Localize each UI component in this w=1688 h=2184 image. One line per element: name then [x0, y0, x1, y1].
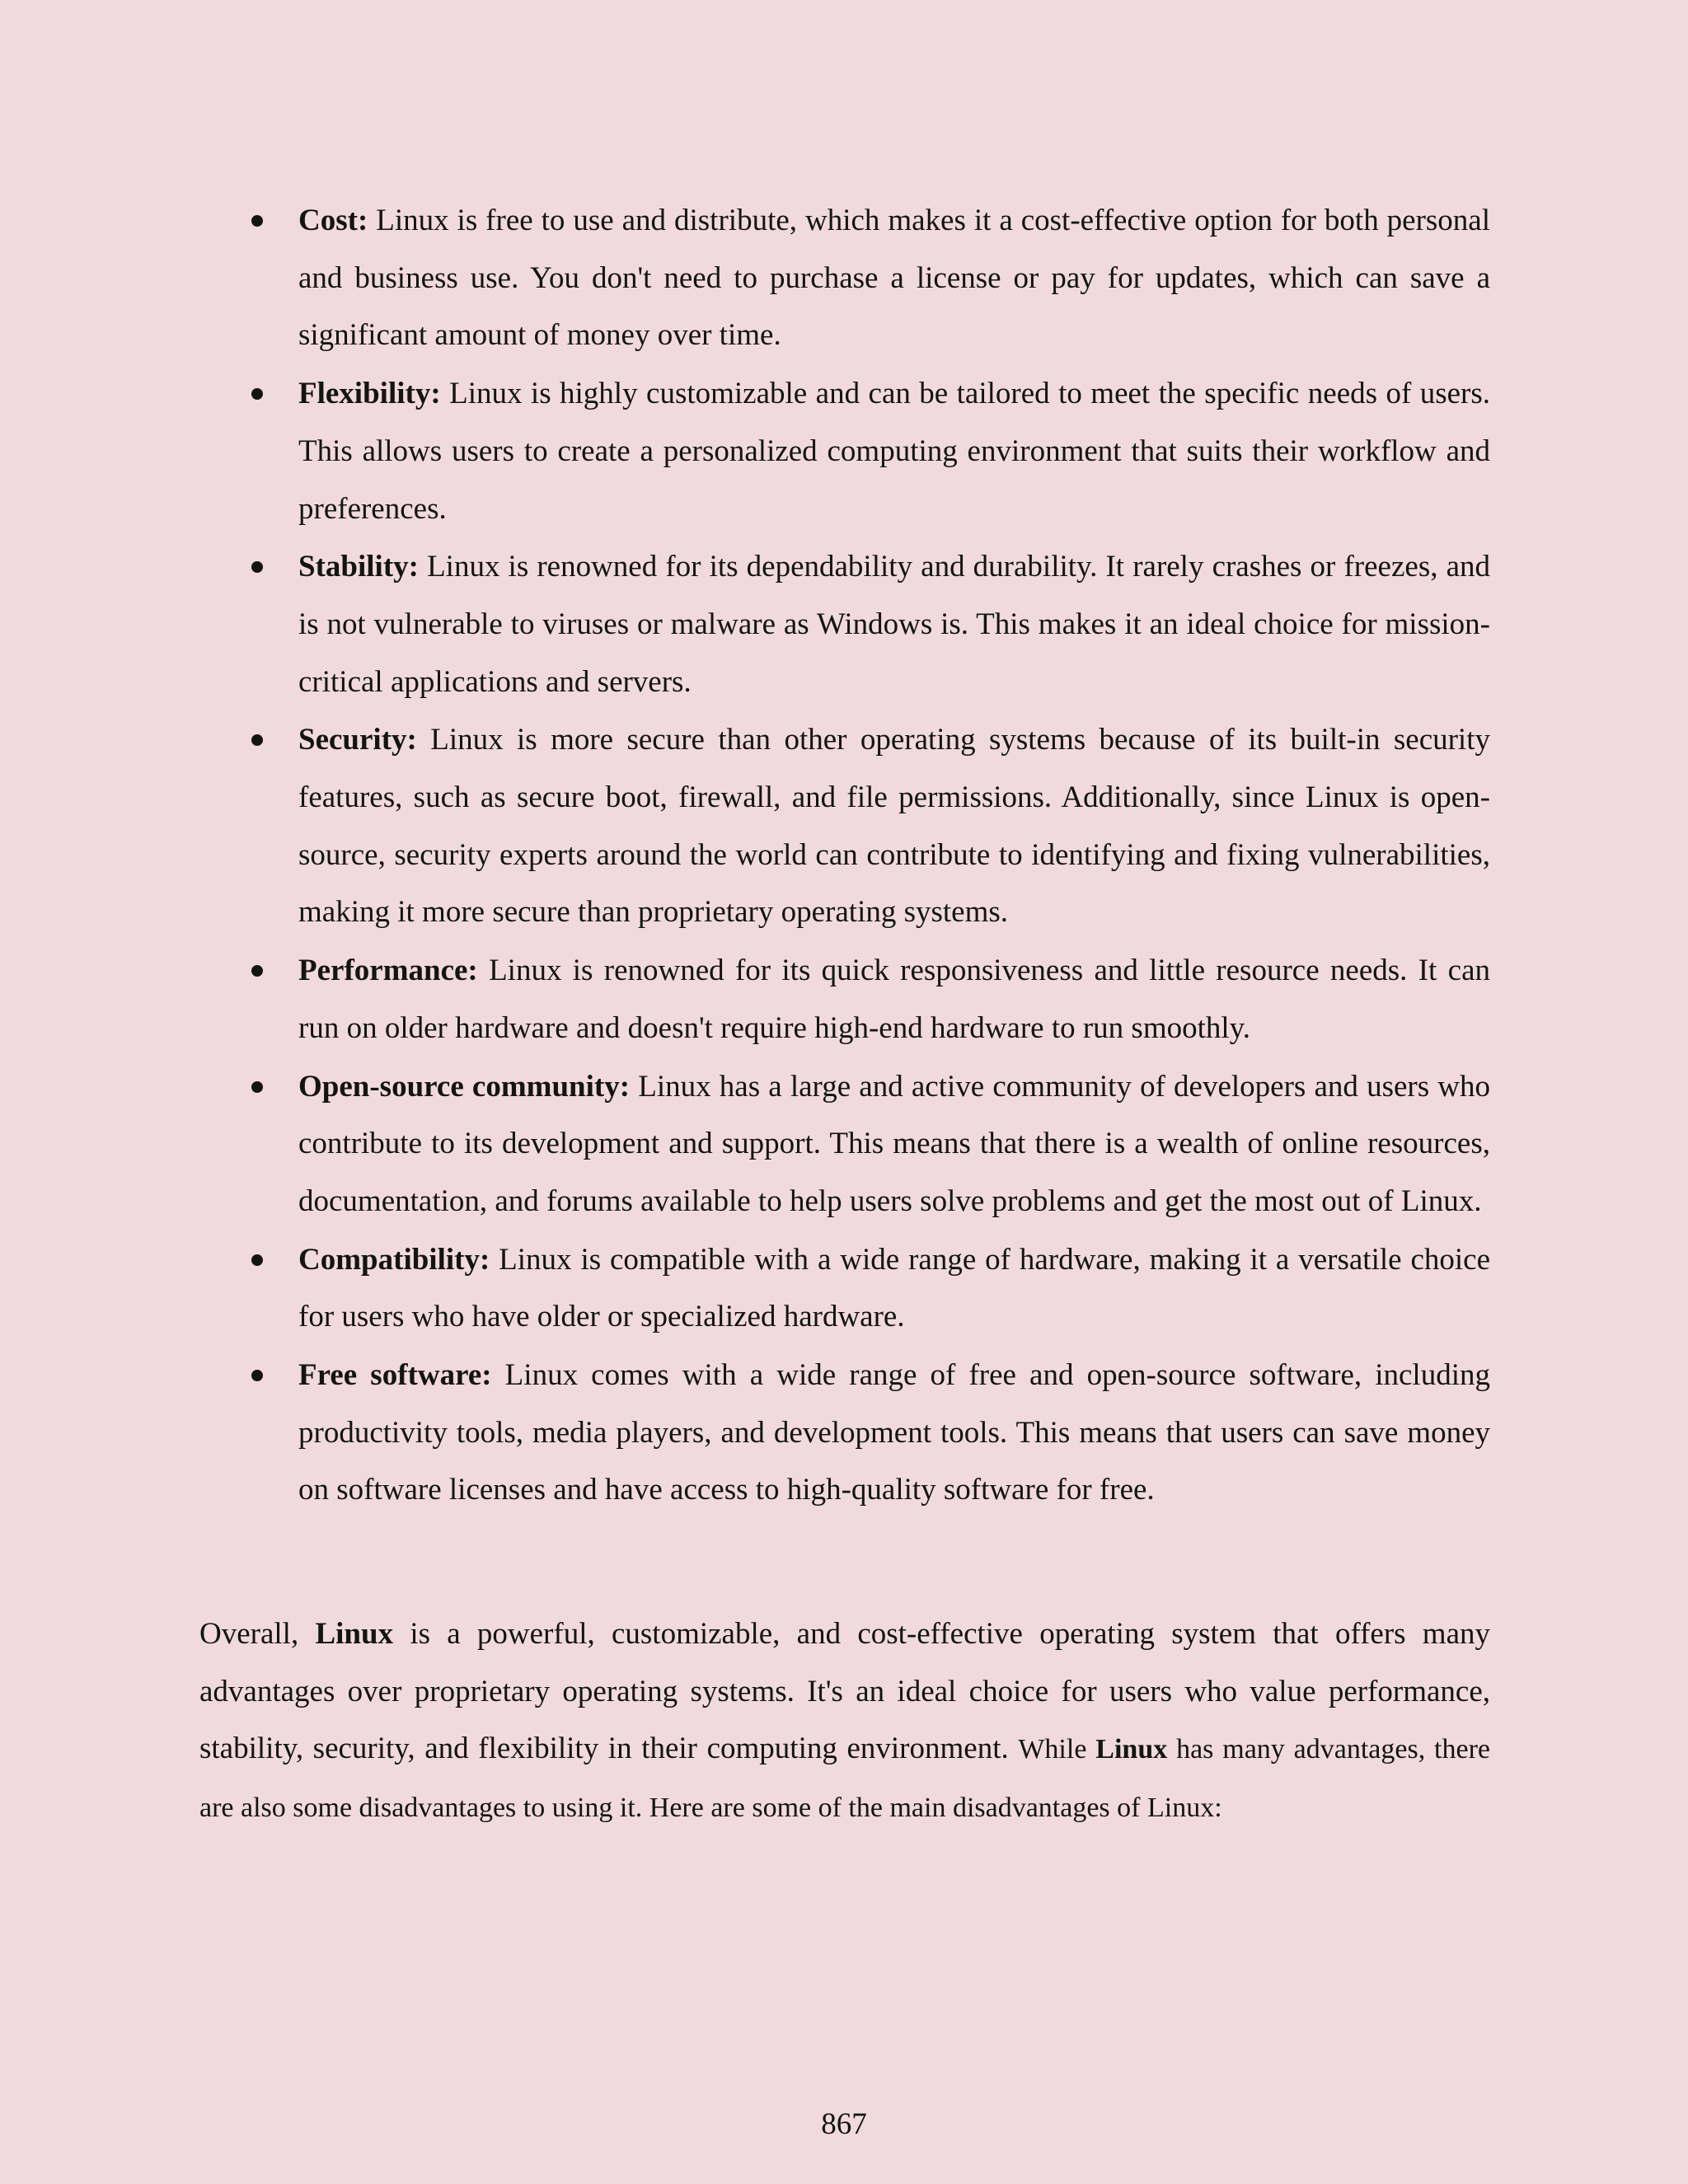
list-item-term: Performance: [298, 954, 478, 988]
list-item-text: Linux is renowned for its quick responsiveness and little resource needs. It can run on older hardware and doesn't require high-end hardware to run smoothly. [298, 954, 1490, 1045]
conclusion-text: Overall, [199, 1617, 316, 1651]
list-item-text: Linux comes with a wide range of free and open-source software, including productivity tools, media players, and development tools. This means that users can save money on software licenses and have access to high-quality software for free. [298, 1358, 1490, 1507]
conclusion-text: While [1018, 1734, 1096, 1765]
list-item-text: Linux is more secure than other operating systems because of its built-in security features, such as secure boot, firewall, and file permissions. Additionally, since Linux is open-source, security experts around the world can contribute to identifying and fixing vulnerabilities, making it more secure than proprietary operating systems. [298, 723, 1490, 930]
list-item [244, 1347, 1490, 1519]
list-item [244, 538, 1490, 710]
list-item [244, 192, 1490, 364]
bullet-icon [251, 388, 263, 400]
list-item-term: Stability: [298, 550, 419, 584]
list-item-text: Linux is renowned for its dependability and durability. It rarely crashes or freezes, and is not vulnerable to viruses or malware as Windows is. This makes it an ideal choice for mission-critical applications and servers. [298, 550, 1490, 699]
list-item [244, 711, 1490, 941]
list-item-term: Compatibility: [298, 1242, 490, 1277]
bullet-icon [251, 561, 263, 573]
list-item [244, 365, 1490, 537]
list-item-term: Free software: [298, 1358, 492, 1393]
conclusion-bold-term: Linux [315, 1617, 394, 1651]
list-item-term: Flexibility: [298, 377, 441, 411]
bullet-icon [251, 1254, 263, 1266]
list-item-term: Security: [298, 723, 417, 757]
list-item-text: Linux is highly customizable and can be tailored to meet the specific needs of users. This allows users to create a personalized computing environment that suits their workflow and preferences. [298, 377, 1490, 526]
list-item [244, 1231, 1490, 1346]
list-item-term: Cost: [298, 204, 368, 237]
bullet-icon [251, 1370, 263, 1381]
list-item-term: Open-source community: [298, 1069, 631, 1104]
list-item [244, 942, 1490, 1057]
conclusion-paragraph [199, 1605, 1490, 1837]
list-item-text: Linux has a large and active community of developers and users who contribute to its development and support. This means that there is a wealth of online resources, documentation, and forums available to help users solve problems and get the most out of Linux. [298, 1069, 1490, 1218]
advantages-list [244, 192, 1490, 1520]
list-item-text: Linux is compatible with a wide range of hardware, making it a versatile choice for users who have older or specialized hardware. [298, 1242, 1490, 1334]
conclusion-text: is a powerful, customizable, and cost-effective operating system that offers many advantages over proprietary operating systems. It's an ideal choice for users who value performance, stability, security, and flexibility in their computing environment. [199, 1617, 1491, 1766]
bullet-icon [251, 1081, 263, 1093]
conclusion-bold-term: Linux [1095, 1734, 1168, 1765]
list-item [244, 1058, 1490, 1230]
bullet-icon [251, 965, 263, 977]
list-item-text: Linux is free to use and distribute, which makes it a cost-effective option for both personal and business use. You don't need to purchase a license or pay for updates, which can save a significant amount of money over time. [298, 204, 1490, 353]
page-number: 867 [821, 2107, 867, 2141]
bullet-icon [251, 215, 263, 227]
conclusion-text: has many advantages, there are also some disadvantages to using it. Here are some of the main disadvantages of Linux: [199, 1734, 1491, 1824]
bullet-icon [251, 734, 263, 746]
